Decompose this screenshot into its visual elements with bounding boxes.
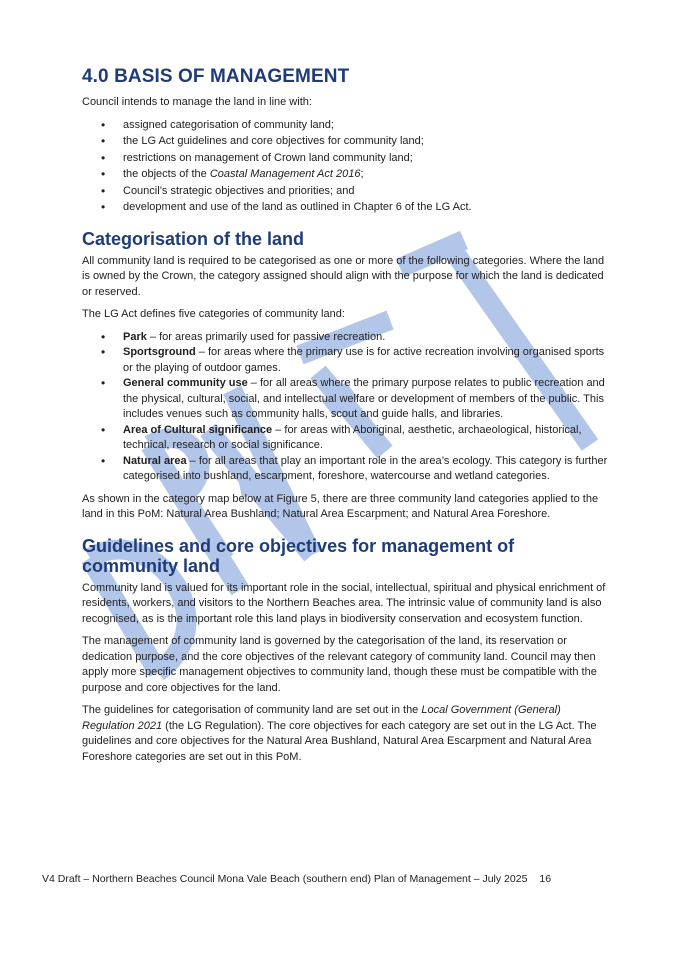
category-item [123,376,614,423]
category-desc: – for all areas that play an important role in the area’s ecology. This category is further categorised into bushland, escarpment, foreshore, watercourse and wetland categories. [123,454,608,482]
category-item [123,345,614,376]
list-item [123,167,614,183]
guidelines-paragraph-1: Community land is valued for its important role in the social, intellectual, spiritual and physical enrichment of residents, workers, and visitors to the Northern Beaches area. The intrinsic value of community land is also recognised, as is the important role this land plays in biodiversity conservation and ecosystem function. [82,581,606,625]
category-desc: – for all areas where the primary purpose relates to public recreation and the physical, cultural, social, and intellectual welfare or development of members of the public. This includes venues such as community halls, scout and guide halls, and libraries. [123,377,605,420]
category-term: General community use [123,377,248,389]
list-item: • assigned categorisation of community land; [123,118,614,134]
categorisation-paragraph-1: All community land is required to be categorised as one or more of the following categories. Where the land is owned by the Crown, the category assigned should align with the purpose for which the land is dedicated or reserved. [82,254,605,298]
list-item-text: the objects of the [123,168,210,180]
heading-guidelines: Guidelines and core objectives for management of community land [82,535,515,576]
category-term: Natural area [123,454,187,467]
category-desc: – for areas with Aboriginal, aesthetic, archaeological, historical, technical, research or social significance. [123,423,582,451]
category-desc: – for areas primarily used for passive recreation. [146,330,386,343]
list-item: • Council’s strategic objectives and priorities; and [123,184,614,200]
category-desc: – for areas where the primary use is for active recreation involving organised sports or the playing of outdoor games. [123,346,605,374]
categorisation-paragraph-3: As shown in the category map below at Figure 5, there are three community land categories applied to the land in this PoM: Natural Area Bushland; Natural Area Escarpment; and Natural Area Foreshore. [82,492,599,520]
list-item: • development and use of the land as outlined in Chapter 6 of the LG Act. [123,200,614,216]
paragraph-text: (the LG Regulation). The core objectives for each category are set out in the LG Act. The guidelines and core objectives for the Natural Area Bushland, Natural Area Escarpment and Natural Area Foreshore categories are set out in this PoM. [82,719,597,763]
categorisation-paragraph-2: The LG Act defines five categories of community land: [82,308,345,320]
category-term: Park [123,330,147,343]
intro-paragraph: Council intends to manage the land in line with: [82,96,312,108]
guidelines-paragraph-3 [82,703,614,765]
list-item: • the LG Act guidelines and core objectives for community land; [123,134,614,150]
page-number: 16 [539,873,552,885]
paragraph-text: The guidelines for categorisation of community land are set out in the [82,704,422,716]
act-title: Coastal Management Act 2016 [209,168,361,180]
page-footer [42,873,551,885]
heading-categorisation: Categorisation of the land [82,228,305,249]
category-item [123,330,614,346]
footer-text: V4 Draft – Northern Beaches Council Mona Vale Beach (southern end) Plan of Management – July 2025 [42,873,528,885]
basis-list [82,118,614,216]
category-list [82,330,614,485]
list-item: • restrictions on management of Crown land community land; [123,151,614,167]
category-term: Sportsground [123,346,196,358]
document-page [82,66,614,772]
regulation-title: Local Government (General) Regulation 2021 [82,704,561,732]
category-item [123,423,614,454]
category-item [123,454,614,485]
heading-basis-of-management: 4.0 BASIS OF MANAGEMENT [82,66,350,87]
guidelines-paragraph-2: The management of community land is governed by the categorisation of the land, its reservation or dedication purpose, and the core objectives of the relevant category of community land. Council may then apply more specific management objectives to community land, though these must be compatible with the purpose and core objectives for the land. [82,635,597,694]
list-item-text: ; [360,168,364,180]
category-term: Area of Cultural significance [123,423,273,436]
